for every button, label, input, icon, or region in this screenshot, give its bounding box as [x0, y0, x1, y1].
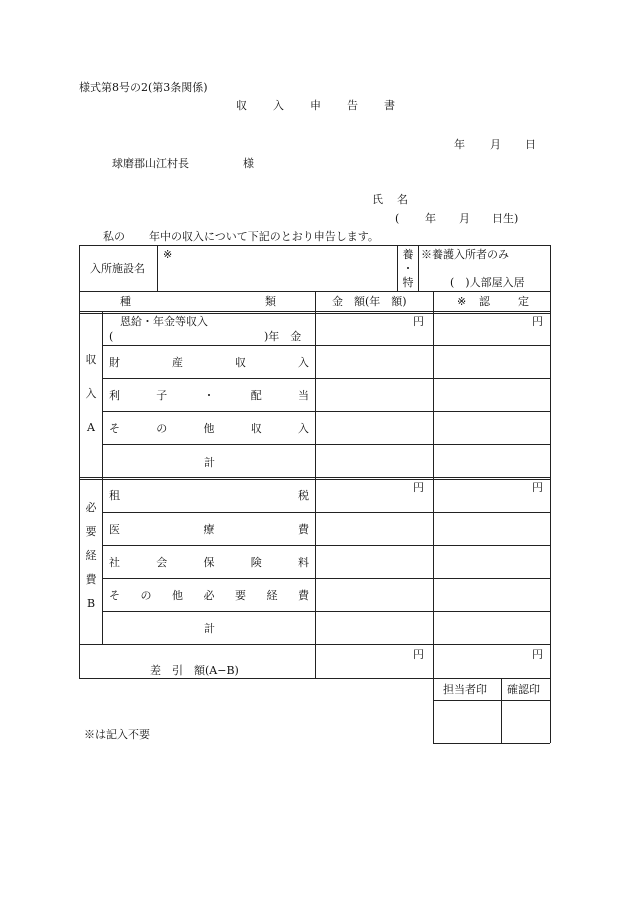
- income-line-3: [102, 411, 550, 412]
- amount-header: 金 額(年 額): [332, 295, 407, 308]
- pension-income-label: 恩給・年金等収入: [120, 315, 208, 328]
- interest-dividend-char: 子: [156, 389, 168, 402]
- kind-header-1: 種: [120, 295, 131, 308]
- confirm-stamp-label: 確認印: [507, 683, 540, 696]
- birth-day-label: 日生): [492, 212, 519, 225]
- interest-dividend-char: 利: [109, 389, 120, 402]
- balance-amount-yen: 円: [413, 648, 424, 661]
- interest-dividend-char: 当: [298, 389, 309, 402]
- cert-column-left: [433, 291, 434, 678]
- birth-open-paren: (: [395, 212, 400, 225]
- stamp-box-right: [550, 678, 551, 743]
- expense-group-divider: [102, 477, 103, 644]
- income-group-char-3: A: [87, 421, 95, 434]
- balance-label: 差 引 額(A−B): [150, 664, 239, 677]
- property-income-char: 産: [172, 356, 183, 369]
- property-income-char: 入: [298, 356, 309, 369]
- cert-header-2: 定: [518, 295, 529, 308]
- cert-header-mark: ※: [457, 295, 467, 308]
- social-insurance-char: 会: [156, 556, 168, 569]
- other-income-char: 他: [203, 422, 215, 435]
- facility-label: 入所施設名: [90, 262, 145, 275]
- table-border-top: [79, 245, 550, 246]
- medical-expense-char: 費: [298, 523, 309, 536]
- facility-mark: ※: [163, 248, 173, 261]
- staff-stamp-label: 担当者印: [443, 683, 487, 696]
- balance-cert-yen: 円: [532, 648, 543, 661]
- other-income-label: [109, 423, 309, 434]
- income-group-label: [81, 354, 101, 433]
- social-insurance-char: 保: [203, 556, 215, 569]
- tax-char: 租: [109, 489, 120, 502]
- property-income-char: 財: [109, 356, 120, 369]
- tax-char: 税: [298, 489, 309, 502]
- pension-open-paren: (: [109, 330, 114, 343]
- expense-line-4: [102, 611, 550, 612]
- addressee: 球磨郡山江村長: [112, 157, 189, 170]
- pension-close-paren: )年 金: [264, 330, 302, 343]
- income-line-2: [102, 378, 550, 379]
- medical-expense-char: 医: [109, 523, 120, 536]
- other-expense-char: 費: [298, 589, 309, 602]
- income-subtotal-label: 計: [204, 456, 215, 469]
- medical-expense-label: [109, 524, 309, 535]
- expense-group-char-1: 必: [85, 501, 97, 514]
- property-income-label: [109, 357, 309, 368]
- social-insurance-char: 料: [298, 556, 309, 569]
- social-insurance-char: 険: [250, 556, 262, 569]
- kind-header-2: 類: [265, 295, 276, 308]
- expense-group-char-4: 費: [85, 573, 97, 586]
- amount-column-left: [315, 291, 316, 678]
- cert-header-1: 認: [479, 295, 490, 308]
- expense-group-char-2: 要: [85, 525, 97, 538]
- expense-group-label: [81, 502, 101, 609]
- date-year-label: 年: [454, 138, 465, 151]
- medical-expense-char: 療: [203, 523, 215, 536]
- expense-group-char-5: B: [86, 597, 96, 610]
- facility-type-char-2: ・: [402, 262, 414, 275]
- expense-cert-yen: 円: [532, 481, 543, 494]
- expense-line-3: [102, 578, 550, 579]
- facility-label-divider: [157, 245, 158, 291]
- income-group-char-2: 入: [85, 387, 97, 400]
- interest-dividend-label: [109, 390, 309, 401]
- interest-dividend-char: 配: [250, 389, 262, 402]
- facility-type-right-divider: [418, 245, 419, 291]
- stamp-box-bottom: [433, 743, 550, 744]
- stamp-header-line: [433, 700, 550, 701]
- other-income-char: そ: [109, 422, 120, 435]
- social-insurance-char: 社: [109, 556, 120, 569]
- footnote: ※は記入不要: [84, 728, 150, 741]
- stamp-box-left: [433, 678, 434, 743]
- expense-subtotal-label: 計: [204, 622, 215, 635]
- other-income-char: の: [156, 422, 168, 435]
- table-border-left: [79, 245, 80, 678]
- form-title: 収入申告書: [236, 99, 421, 112]
- other-expense-char: そ: [109, 589, 120, 602]
- other-expense-char: の: [140, 589, 152, 602]
- expense-amount-yen: 円: [413, 481, 424, 494]
- addressee-honorific: 様: [243, 157, 254, 170]
- stamp-box-middle: [501, 678, 502, 743]
- facility-note-1: ※養護入所者のみ: [421, 248, 509, 261]
- income-cert-yen: 円: [532, 315, 543, 328]
- birth-month-label: 月: [459, 212, 470, 225]
- name-label-1: 氏: [372, 193, 383, 206]
- expense-line-2: [102, 545, 550, 546]
- other-expense-char: 経: [266, 589, 278, 602]
- property-income-char: 収: [235, 356, 246, 369]
- income-group-char-1: 収: [85, 353, 97, 366]
- facility-type-left-divider: [397, 245, 398, 291]
- income-amount-yen: 円: [413, 315, 424, 328]
- expense-group-char-3: 経: [85, 549, 97, 562]
- table-border-bottom: [79, 678, 550, 679]
- form-number: 様式第8号の2(第3条関係): [79, 81, 208, 94]
- other-expense-char: 他: [172, 589, 183, 602]
- other-income-char: 入: [298, 422, 309, 435]
- facility-note-2: ( )人部屋入居: [450, 276, 525, 289]
- interest-dividend-char: ・: [203, 389, 215, 402]
- other-expense-char: 要: [235, 589, 246, 602]
- expense-line-1: [102, 512, 550, 513]
- other-expense-label: [109, 590, 309, 601]
- birth-year-label: 年: [425, 212, 436, 225]
- facility-type-vertical: [400, 249, 416, 288]
- table-border-right: [550, 245, 551, 678]
- name-label-2: 名: [397, 193, 408, 206]
- income-line-1: [102, 345, 550, 346]
- facility-type-char-1: 養: [402, 248, 414, 261]
- other-expense-char: 必: [203, 589, 215, 602]
- date-day-label: 日: [525, 138, 536, 151]
- tax-label: [109, 490, 309, 501]
- income-line-4: [102, 444, 550, 445]
- facility-type-char-3: 特: [402, 276, 414, 289]
- declaration-text: 年中の収入について下記のとおり申告します。: [149, 230, 379, 243]
- social-insurance-label: [109, 557, 309, 568]
- other-income-char: 収: [250, 422, 262, 435]
- date-month-label: 月: [490, 138, 501, 151]
- income-group-divider: [102, 311, 103, 477]
- declaration-prefix: 私の: [103, 230, 125, 243]
